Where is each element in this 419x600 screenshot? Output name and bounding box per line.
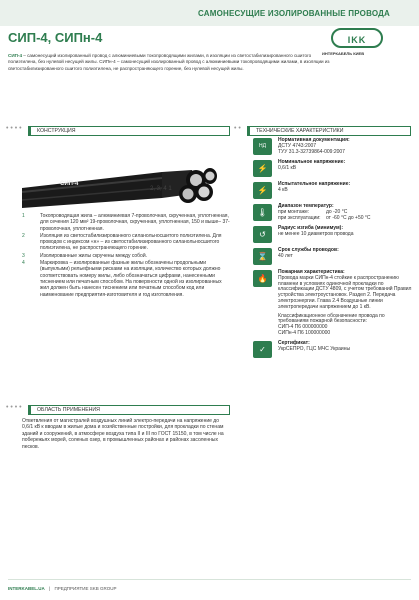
item-text: Маркировка – изолированные фазные жилы обозначены продольными (выпуклыми) рельефными рисками на изоляции, количество которых должно соответствовать номеру жилы, либо обозначаться цифрами, нанесенными тиснением или печатным способом. На поверхности одной из изолированных жил должен быть нанесен тиснением или печатным способом код или наименование предприятия-изготовителя и год изготовления. [40,260,222,298]
spec-value: 0,6/1 кВ [278,164,297,171]
lightning-icon: ⚡ [253,160,272,177]
document-icon: НД [253,138,272,155]
section-application [28,405,230,415]
spec-code: СИПн-4 П6 100000000 [278,329,331,336]
spec-label: Пожарная характеристика: [278,269,345,275]
item-number: 3 [22,252,25,259]
intro-text: – самонесущий изолированный провод с алюминиевыми токопроводящими жилами, в изоляции из светостабилизированного сшитого полиэтилена, без нулевой несущей жилы. СИПн-4 – самонесущий изолированный провод с алюминиевыми токопроводящими жилами, в изоляции из светостабилизированного сшитого полиэтилена, не распространяющего горение, без нулевой несущей жилы. [8,53,330,71]
list-item [22,253,232,259]
cable-label: СИП-4 [60,181,79,187]
cable-callout: 2, 3, 4 1 [150,186,172,192]
thermometer-icon: 🌡 [253,204,272,221]
company-logo [331,28,383,48]
section-construction-title: КОНСТРУКЦИЯ [37,128,76,134]
spec-label: Сертификат: [278,339,310,346]
spec-test-voltage [253,182,413,200]
spec-key: при монтаже: [278,208,310,215]
section-dots: • • [234,125,241,132]
spec-label: Нормативная документация: [278,137,350,143]
footer-divider [8,579,411,580]
footer [8,586,116,591]
spec-row [278,216,413,222]
spec-certificate [253,341,413,359]
footer-site[interactable]: INTERKABEL.UA [8,586,45,591]
spec-value: 4 кВ [278,186,288,193]
spec-fire [253,270,413,337]
spec-value: Провода марки СИПн-4 стойкие к распространению пламени в условиях одиночной прокладки по классификации ДСТУ 4809, с учетом требований Правил устройства электроустановок. Раздел 2. Передача электроэнергии. Глава 2.4 Воздушные линии электропередачи напряжением до 1 кВ. [278,274,412,310]
item-text: Изоляция из светостабилизированного силанольносшитого полиэтилена. Для проводов с индексом «н» – из светостабилизированного силанольносшитого полиэтилена, не распространяющего горение. [40,232,222,252]
spec-value: УкрСЕПРО, ГЦС МЧС Украины [278,345,351,352]
spec-label: Радиус изгиба (минимум): [278,225,344,231]
footer-separator: | [49,586,51,591]
application-text: Ответвления от магистралей воздушных линий электро-передачи на напряжение до 0,6/1 кВ к вводам в жилые дома и хозяйственные постройки, для прокладки по стенам зданий и сооружений, в атмосфере воздуха типа II и III по ГОСТ 15150, в том числе на побережьях морей, соленых озер, в промышленных районах и районах засоленных песков. [22,418,224,450]
section-construction [28,126,230,136]
intro-lead: СИП-4 [8,53,23,58]
footer-group: ПРЕДПРИЯТИЕ SKB GROUP [54,586,117,591]
spec-value: 40 лет [278,252,293,259]
item-text: Изолированные жилы скручены между собой. [40,252,147,259]
section-tech-title: ТЕХНИЧЕСКИЕ ХАРАКТЕРИСТИКИ [256,128,344,134]
spec-value: ТУУ 31.3-32739864-009:2007 [278,148,345,155]
logo-caption: ИНТЕРКАБЕЛЬ КИЕВ [322,51,365,56]
cable-illustration [22,158,220,210]
page-title: СИП-4, СИПн-4 [8,30,103,45]
item-number: 4 [22,260,25,267]
hourglass-icon: ⌛ [253,248,272,265]
spec-code: СИП-4 П6 000000000 [278,324,328,331]
section-tech [247,126,411,136]
item-number: 1 [22,213,25,219]
spec-bend-radius [253,226,413,244]
flame-icon: 🔥 [253,270,272,287]
list-item [22,213,232,232]
spec-voltage [253,160,413,178]
section-application-title: ОБЛАСТЬ ПРИМЕНЕНИЯ [37,407,100,413]
spec-key: при эксплуатации: [278,214,321,221]
item-number: 2 [22,232,25,239]
bend-radius-icon: ↺ [253,226,272,243]
band-title: САМОНЕСУЩИЕ ИЗОЛИРОВАННЫЕ ПРОВОДА [198,9,391,18]
spec-extra: Классификационное обозначение провода по требованиям пожарной безопасности: [278,312,385,325]
list-item [22,233,232,252]
spec-label: Испытательное напряжение: [278,181,351,187]
section-dots: • • • • [6,125,22,132]
spec-label: Срок службы проводов: [278,247,339,253]
spec-label: Номинальное напряжение: [278,159,346,165]
header-band [0,0,419,26]
logo-text: IKK [347,35,367,45]
spec-value: ДСТУ 4743:2007 [278,142,317,149]
spec-normative [253,138,413,156]
construction-list [22,213,232,299]
spec-label: Диапазон температур: [278,203,334,209]
spec-temperature [253,204,413,222]
intro-paragraph [8,53,338,72]
spec-value: не менее 10 диаметров провода [278,230,354,237]
tech-specs [253,138,413,363]
lightning-icon: ⚡ [253,182,272,199]
item-text: Токопроводящая жила – алюминиевая 7-проволочная, скрученная, уплотненная, для сечения 120 мм² 19-проволочная, скрученная, уплотненная, 150 и выше– 37-проволочная, уплотненная. [40,213,230,232]
spec-value: от -60 °С до +50 °С [326,214,371,221]
list-item [22,260,232,298]
spec-service-life [253,248,413,266]
spec-value: до -20 °С [326,208,348,215]
certificate-icon: ✓ [253,341,272,358]
section-dots: • • • • [6,404,22,411]
